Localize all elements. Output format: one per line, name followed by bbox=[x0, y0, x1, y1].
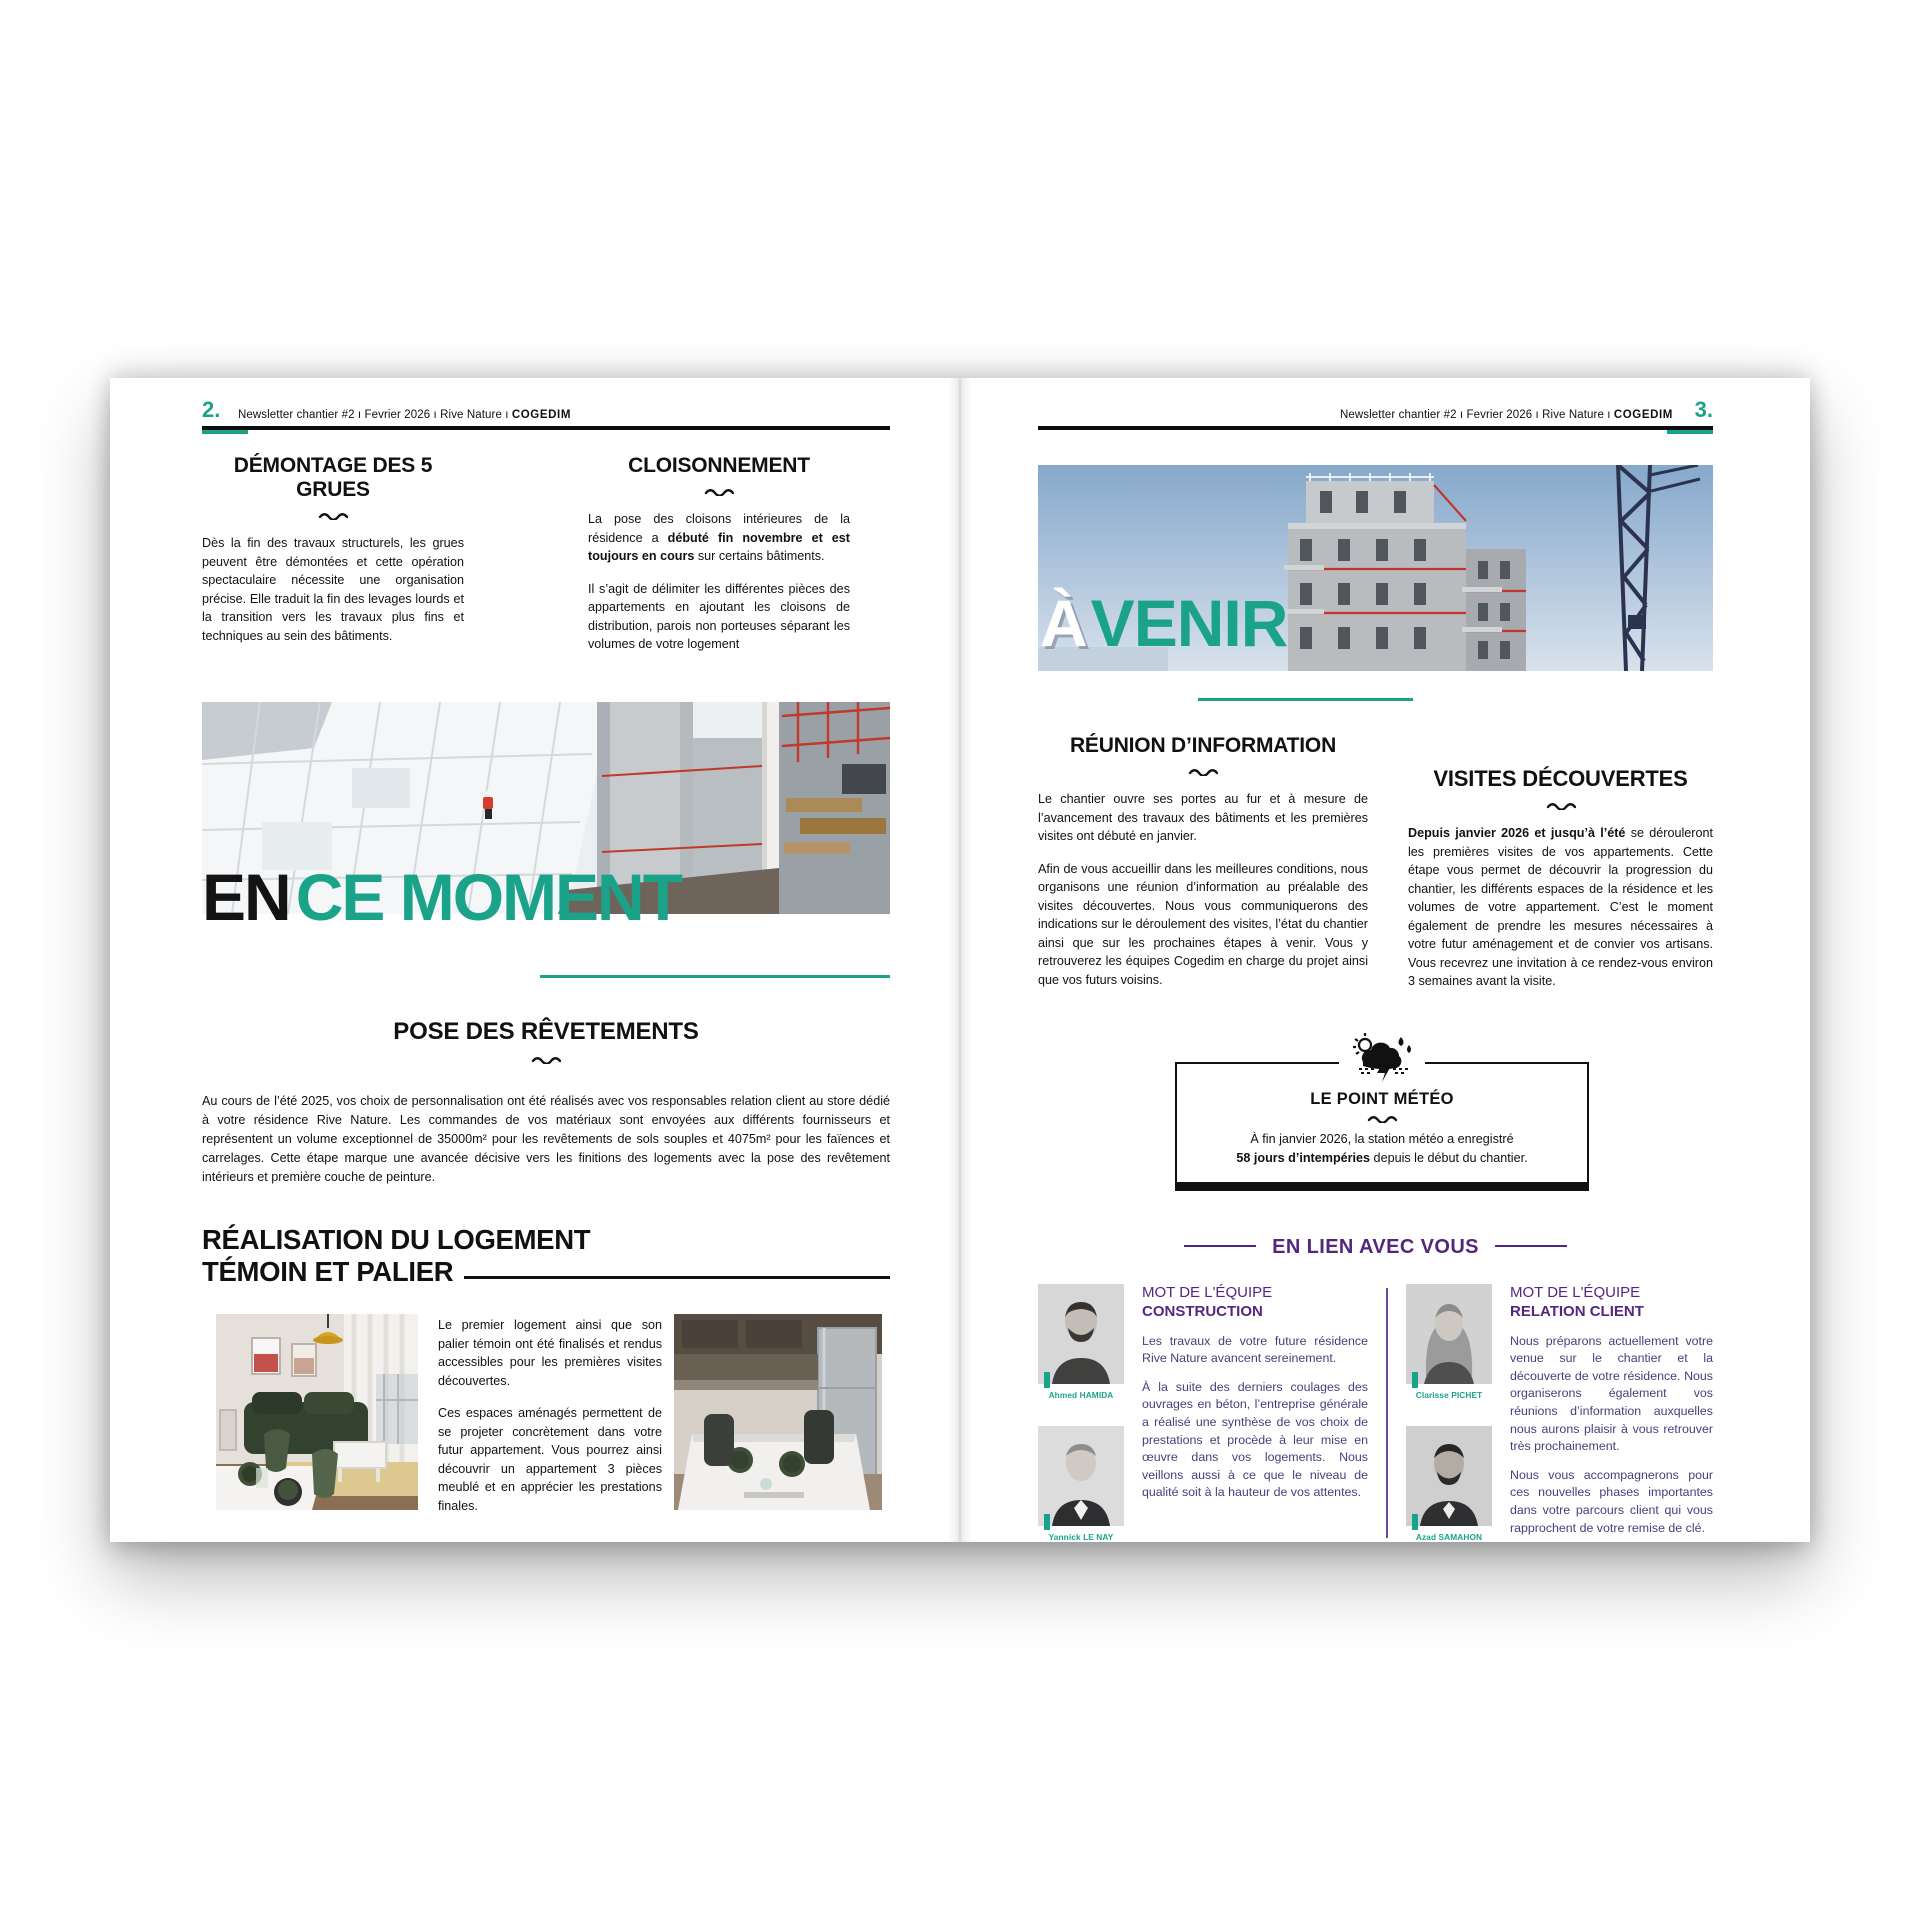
page-2-header bbox=[202, 397, 890, 440]
photo-accent-mark bbox=[1412, 1514, 1418, 1530]
heading-dash-right bbox=[1495, 1245, 1567, 1248]
section-title: EN LIEN AVEC VOUS bbox=[1272, 1236, 1479, 1258]
team-heading bbox=[1142, 1284, 1368, 1322]
team-heading-line2: RELATION CLIENT bbox=[1510, 1302, 1644, 1320]
section-en-lien-heading bbox=[1038, 1236, 1713, 1259]
headline-teal-part: VENIR bbox=[1090, 586, 1288, 660]
heading-line-1: RÉALISATION DU LOGEMENT bbox=[202, 1224, 591, 1255]
headline-teal-part: CE MOMENT bbox=[295, 860, 682, 934]
meteo-line-2 bbox=[1177, 1149, 1587, 1168]
photo-accent-mark bbox=[1412, 1372, 1418, 1388]
team-heading bbox=[1510, 1284, 1713, 1322]
team-paragraph: Nous vous accompagnerons pour ces nouvelles phases importantes dans votre parcours client qui vous rapprochent de votre remise de clé. bbox=[1510, 1467, 1713, 1535]
team-section bbox=[1038, 1284, 1713, 1542]
section-reunion-information bbox=[1038, 734, 1368, 989]
page-2 bbox=[110, 378, 960, 1542]
photo-accent-mark bbox=[1044, 1514, 1050, 1530]
meteo-box bbox=[1175, 1062, 1589, 1191]
section-paragraph: Afin de vous accueillir dans les meilleures conditions, nous organisons une réunion d’information au préalable des visites découvertes. Nous vous communiquerons des indications sur le déroulement des visites, l’état du chantier ainsi que sur les prochaines étapes à venir. Vous y retrouverez les équipes Cogedim en charge du projet ainsi que vos futurs voisins. bbox=[1038, 861, 1368, 987]
headline-underline bbox=[540, 975, 890, 978]
page-number: 2. bbox=[202, 397, 221, 422]
squiggle-icon bbox=[704, 487, 734, 496]
headline-en-ce-moment bbox=[202, 860, 682, 934]
brand-name: COGEDIM bbox=[511, 409, 572, 421]
header-teal-accent bbox=[1667, 430, 1713, 434]
section-cloisonnement bbox=[588, 454, 850, 654]
header-rule bbox=[202, 426, 890, 430]
section-visites-decouvertes bbox=[1408, 766, 1713, 991]
text-run-bold: débuté fin novembre et est toujours en cours bbox=[588, 530, 850, 563]
header-title bbox=[238, 409, 571, 421]
newsletter-spread bbox=[110, 378, 1810, 1542]
squiggle-icon bbox=[1546, 801, 1576, 810]
brand-name: COGEDIM bbox=[1613, 409, 1673, 421]
page-3 bbox=[960, 378, 1810, 1542]
team-member-name: Clarisse PICHET bbox=[1415, 1390, 1483, 1400]
headshot-photo bbox=[1406, 1426, 1492, 1526]
squiggle-icon bbox=[1188, 767, 1218, 776]
section-revetements-heading bbox=[202, 1018, 890, 1064]
header-title-text: Newsletter chantier #2 ı Fevrier 2026 ı Rive Nature ı bbox=[1339, 409, 1614, 421]
squiggle-icon bbox=[531, 1055, 561, 1064]
page-number: 3. bbox=[1694, 397, 1713, 422]
meteo-text bbox=[1177, 1130, 1587, 1168]
headshot-photo bbox=[1038, 1426, 1124, 1526]
heading-dash-left bbox=[1184, 1245, 1256, 1248]
section-title: CLOISONNEMENT bbox=[628, 454, 810, 477]
team-relation-text bbox=[1496, 1284, 1713, 1542]
section-paragraph: Le premier logement ainsi que son palier témoin ont été finalisés et rendus accessibles pour les premières visites découvertes. bbox=[438, 1318, 662, 1388]
meteo-line-1: À fin janvier 2026, la station météo a enregistré bbox=[1250, 1132, 1514, 1146]
headshot-photo bbox=[1406, 1284, 1492, 1384]
team-heading-line1: MOT DE L'ÉQUIPE bbox=[1142, 1284, 1273, 1301]
section-title: VISITES DÉCOUVERTES bbox=[1433, 766, 1688, 791]
photo-accent-mark bbox=[1044, 1372, 1050, 1388]
header-title-text: Newsletter chantier #2 ı Fevrier 2026 ı Rive Nature ı bbox=[238, 409, 512, 421]
text-run: depuis le début du chantier. bbox=[1370, 1150, 1528, 1165]
section-title: RÉUNION D’INFORMATION bbox=[1069, 734, 1337, 757]
team-relation-client bbox=[1406, 1284, 1713, 1542]
meteo-title: LE POINT MÉTÉO bbox=[1310, 1090, 1454, 1108]
headshot-photo bbox=[1038, 1284, 1124, 1384]
section-paragraph: Il s’agit de délimiter les différentes pièces des appartements en ajoutant les cloisons de distribution, parois non porteuses séparant les volumes de votre logement bbox=[588, 581, 850, 651]
team-paragraph: À la suite des derniers coulages des ouvrages en béton, l’entreprise générale a réalisé une synthèse de vos choix de prestations et procède à leur mise en œuvre dans vos logements. Nous veillons aussi à ce que le niveau de qualité soit à la hauteur de vos attentes. bbox=[1142, 1379, 1368, 1500]
section-demontage-grues bbox=[202, 454, 464, 645]
section-paragraph: Ces espaces aménagés permettent de se projeter concrètement dans votre futur appartement. Vous pourrez ainsi découvrir un appartement 3 pièces meublé et en apprécier les prestations finales. bbox=[438, 1406, 662, 1513]
section-revetements-body bbox=[202, 1092, 890, 1186]
section-paragraph bbox=[588, 510, 850, 566]
logement-temoin-text bbox=[438, 1316, 662, 1529]
section-paragraph: Dès la fin des travaux structurels, les grues peuvent être démontées et cette opération spectaculaire nécessite une organisation précise. Elle traduit la fin des levages lourds et la transition vers les travaux plus fins et techniques au sein des bâtiments. bbox=[202, 536, 464, 643]
team-heading-line2: CONSTRUCTION bbox=[1142, 1302, 1263, 1320]
headline-a-venir bbox=[1040, 586, 1288, 660]
section-title: DÉMONTAGE DES 5 GRUES bbox=[233, 454, 433, 501]
team-paragraph: Les travaux de votre future résidence Rive Nature avancent sereinement. bbox=[1142, 1333, 1368, 1366]
headline-white-part: À bbox=[1040, 586, 1087, 660]
header-teal-accent bbox=[202, 430, 248, 434]
living-room-photo bbox=[216, 1314, 418, 1510]
team-photos bbox=[1038, 1284, 1128, 1542]
team-member-name: Yannick LE NAY bbox=[1048, 1532, 1114, 1542]
heading-line-2: TÉMOIN ET PALIER bbox=[202, 1256, 454, 1288]
team-member-name: Azad SAMAHON bbox=[1415, 1532, 1483, 1542]
kitchen-photo bbox=[674, 1314, 882, 1510]
text-run: sur certains bâtiments. bbox=[694, 549, 825, 563]
team-construction bbox=[1038, 1284, 1368, 1542]
section-paragraph: Au cours de l’été 2025, vos choix de personnalisation ont été réalisés avec vos responsables relation client au store dédié à votre résidence Rive Nature. Les commandes de vos matériaux sont envoyées aux différents fournisseurs et représentent un volume exceptionnel de 35000m² pour les revêtements de sols souples et 4075m² pour les faïences et carrelages. Cette étape marque une avancée décisive vers les finitions des logements avec la pose des revêtement intérieurs et première couche de peinture. bbox=[202, 1094, 890, 1184]
squiggle-icon bbox=[318, 511, 348, 520]
text-run-bold: Depuis janvier 2026 et jusqu’à l’été bbox=[1408, 826, 1626, 840]
team-paragraph: Nous préparons actuellement votre venue sur le chantier et la découverte de votre résidence. Nous organiserons également vos réunions d’information auxquelles nous aurons plaisir à vous retrouver très prochainement. bbox=[1510, 1333, 1713, 1454]
team-construction-text bbox=[1128, 1284, 1368, 1542]
header-title bbox=[1340, 409, 1673, 421]
team-heading-line1: MOT DE L'ÉQUIPE bbox=[1510, 1284, 1641, 1301]
heading-rule bbox=[464, 1276, 890, 1279]
weather-storm-icon bbox=[1339, 1032, 1425, 1087]
section-paragraph bbox=[1408, 824, 1713, 991]
section-title: POSE DES RÊVETEMENTS bbox=[393, 1018, 699, 1045]
team-member-name: Ahmed HAMIDA bbox=[1048, 1390, 1114, 1400]
section-logement-heading bbox=[202, 1224, 890, 1288]
squiggle-icon bbox=[1367, 1114, 1397, 1123]
header-rule bbox=[1038, 426, 1713, 430]
text-run: La pose des cloisons intérieures de la résidence a bbox=[588, 512, 850, 545]
logement-temoin-row bbox=[202, 1314, 890, 1514]
section-paragraph: Le chantier ouvre ses portes au fur et à mesure de l’avancement des travaux des bâtiments et les premières visites ont débuté en janvier. bbox=[1038, 792, 1368, 843]
team-divider bbox=[1386, 1288, 1388, 1538]
text-run: se dérouleront les premières visites de vos appartements. Cette étape vous permet de découvrir la progression du chantier, les différents espaces de la résidence et les volumes de votre appartement. C’est le moment également de prendre les mesures nécessaires à votre futur aménagement et de convier vos artisans. Vous recevrez une invitation à ce rendez-vous environ 3 semaines avant la visite. bbox=[1408, 826, 1713, 988]
team-photos bbox=[1406, 1284, 1496, 1542]
headline-black-part: EN bbox=[202, 860, 290, 934]
page-3-header bbox=[1038, 397, 1713, 440]
headline-underline bbox=[1198, 698, 1413, 701]
text-run-bold: 58 jours d’intempéries bbox=[1236, 1150, 1371, 1165]
